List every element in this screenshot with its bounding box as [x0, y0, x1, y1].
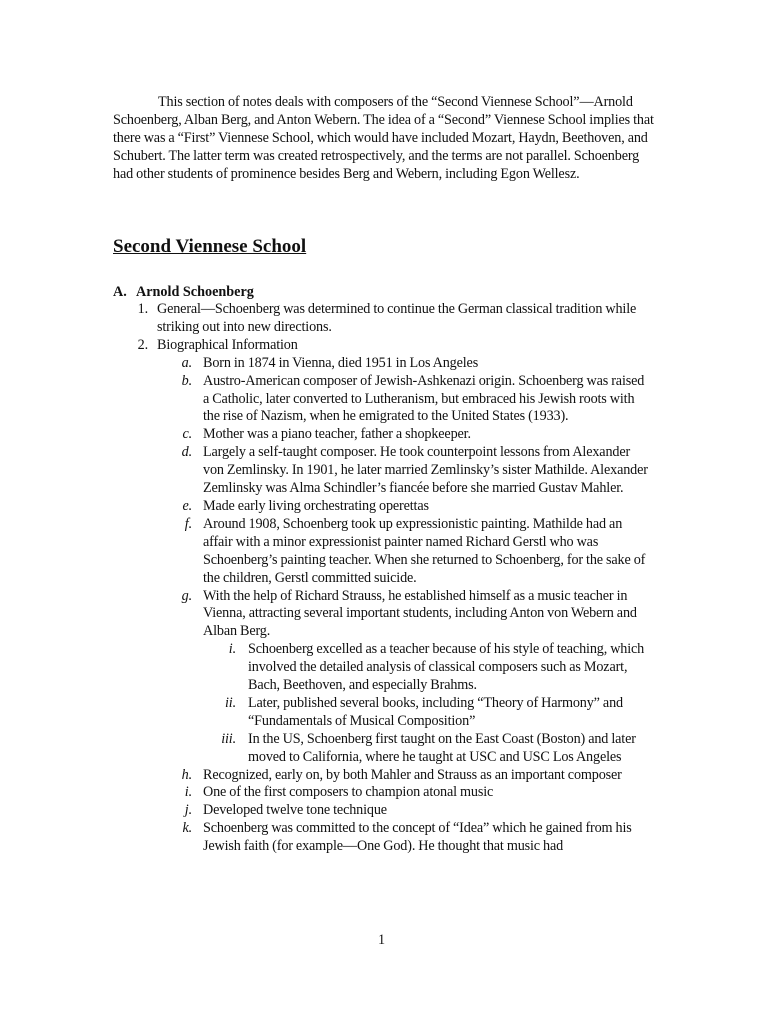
list-marker: c. [182, 426, 192, 443]
list-marker: ii. [225, 694, 236, 711]
list-marker: i. [184, 784, 192, 801]
list-marker: g. [181, 587, 192, 604]
list-marker: i. [228, 641, 236, 658]
list-item [0, 498, 768, 516]
list-item [0, 426, 768, 444]
list-item [0, 802, 768, 820]
list-marker: e. [182, 497, 192, 514]
list-marker: j. [184, 802, 192, 819]
list-item-text: General—Schoenberg was determined to continue the German classical tradition while striking out into new directions. [157, 301, 637, 335]
list-item [0, 588, 768, 642]
list-item-text: Made early living orchestrating operettas [203, 497, 429, 514]
page-number: 1 [378, 932, 386, 948]
list-item-text: Schoenberg excelled as a teacher because of his style of teaching, which involved the detailed analysis of classical composers such as Mozart, Bach, Beethoven, and especially Brahms. [248, 641, 645, 694]
list-item [0, 641, 768, 695]
list-marker: a. [181, 354, 192, 371]
list-item-text: Austro-American composer of Jewish-Ashkenazi origin. Schoenberg was raised a Catholic, later converted to Lutheranism, but embraced his Jewish roots with the rise of Nazism, when he emigrated to the United States (1933). [203, 372, 645, 425]
list-marker: f. [184, 515, 192, 532]
subsection-label: A. [113, 284, 127, 300]
subsection-heading [113, 284, 254, 301]
list-item [0, 337, 768, 355]
list-item [0, 820, 768, 856]
list-item-text: Biographical Information [157, 336, 298, 353]
list-item-text: Largely a self-taught composer. He took counterpoint lessons from Alexander von Zemlinsky. In 1901, he later married Zemlinsky’s sister Mathilde. Alexander Zemlinsky was Alma Schindler’s fiancée before she married Gustav Mahler. [203, 444, 648, 497]
list-item [0, 373, 768, 427]
list-marker: k. [182, 820, 192, 837]
list-item [0, 516, 768, 588]
list-item-text: Around 1908, Schoenberg took up expressionistic painting. Mathilde had an affair with a minor expressionist painter named Richard Gerstl who was Schoenberg’s painting teacher. When she returned to Schoenberg, for the sake of the children, Gerstl committed suicide. [203, 515, 646, 586]
list-item [0, 731, 768, 767]
list-item-text: Mother was a piano teacher, father a shopkeeper. [203, 426, 471, 443]
list-item [0, 301, 768, 337]
list-item-text: Born in 1874 in Vienna, died 1951 in Los Angeles [203, 354, 479, 371]
list-item-text: With the help of Richard Strauss, he established himself as a music teacher in Vienna, attracting several important students, including Anton von Webern and Alban Berg. [203, 587, 637, 640]
section-heading: Second Viennese School [113, 236, 307, 257]
subsection-title: Arnold Schoenberg [136, 284, 254, 300]
list-item-text: Later, published several books, including “Theory of Harmony” and “Fundamentals of Musical Composition” [248, 694, 623, 729]
outline-list [0, 301, 768, 856]
list-item [0, 444, 768, 498]
list-marker: 2. [137, 336, 148, 353]
list-item [0, 767, 768, 785]
list-item [0, 355, 768, 373]
list-item [0, 695, 768, 731]
list-item-text: Developed twelve tone technique [203, 802, 387, 819]
list-marker: b. [181, 372, 192, 389]
list-item [0, 784, 768, 802]
intro-paragraph: This section of notes deals with composers of the “Second Viennese School”—Arnold Schoenberg, Alban Berg, and Anton Webern. The idea of a “Second” Viennese School implies that there was a “First” Viennese School, which would have included Mozart, Haydn, Beethoven, and Schubert. The latter term was created retrospectively, and the terms are not parallel. Schoenberg had other students of prominence besides Berg and Webern, including Egon Wellesz. [113, 94, 654, 182]
list-item-text: In the US, Schoenberg first taught on the East Coast (Boston) and later moved to California, where he taught at USC and USC Los Angeles [248, 730, 636, 765]
list-marker: d. [181, 444, 192, 461]
list-item-text: Recognized, early on, by both Mahler and Strauss as an important composer [203, 766, 622, 783]
list-item-text: One of the first composers to champion atonal music [203, 784, 494, 801]
list-marker: iii. [221, 730, 236, 747]
list-item-text: Schoenberg was committed to the concept of “Idea” which he gained from his Jewish faith (for example—One God). He thought that music had [203, 820, 632, 855]
list-marker: 1. [137, 301, 148, 317]
list-marker: h. [181, 766, 192, 783]
